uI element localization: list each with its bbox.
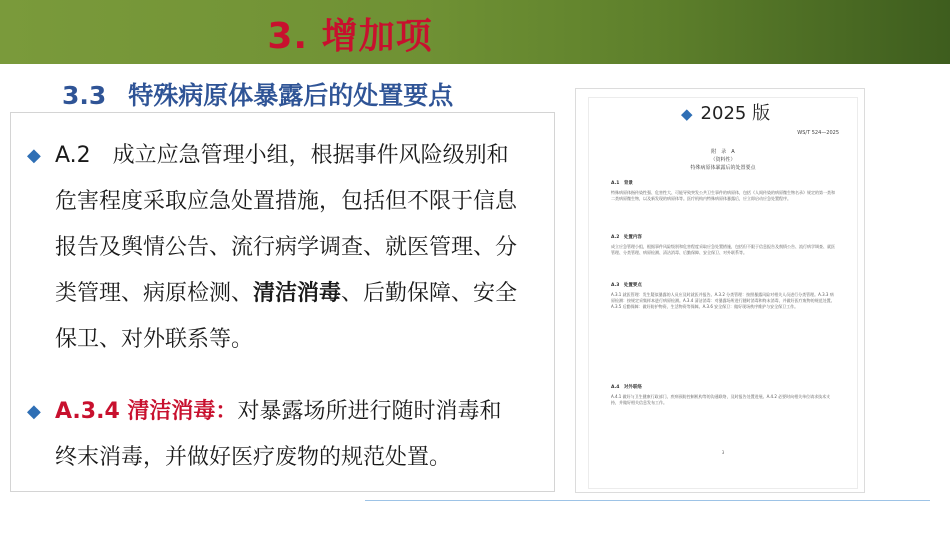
text-line: A.2 成立应急管理小组，根据事件风险级别和: [55, 143, 509, 168]
text-segment: 对暴露场所进行随时消毒和: [237, 399, 502, 424]
appendix-label: 附 录 A: [711, 149, 735, 155]
appendix-title: 特殊病原体暴露后的处置要点: [690, 165, 756, 171]
highlight-cleaning: 清洁消毒: [253, 281, 342, 306]
doc-section-body: 成立应急管理小组，根据事件风险级别和危害程度采取应急处置措施，包括但不限于信息报告及舆情公告、流行病学调查、就医管理、分类管理、病原检测、清洁消毒、后勤保障、安全保卫、对外联系等。: [611, 244, 835, 255]
text-segment: 类管理、病原检测、: [55, 281, 254, 306]
clause-label: A.3.4 清洁消毒：: [55, 399, 238, 424]
doc-section-heading: A.1 背景: [611, 181, 633, 186]
main-text-box: [10, 112, 555, 492]
page-number: 3: [721, 450, 725, 455]
paragraph-a34: [29, 393, 501, 477]
doc-section-heading: A.3 处置要点: [611, 283, 642, 288]
version-text: 2025 版: [700, 103, 771, 124]
text-segment: 、后勤保障、安全: [341, 281, 518, 306]
section-number: 3.3: [62, 81, 107, 110]
text-line: [29, 275, 517, 313]
divider-line: [365, 500, 930, 501]
standard-code: WS/T 524—2025: [797, 130, 839, 136]
text-line: 报告及舆情公告、流行病学调查、就医管理、分: [55, 235, 518, 260]
document-page: [588, 97, 858, 489]
doc-section-heading: A.4 对外联络: [611, 385, 642, 390]
text-line: 危害程度采取应急处置措施，包括但不限于信息: [55, 189, 518, 214]
standard-document-preview: [575, 88, 865, 493]
doc-section-heading: A.2 处置内容: [611, 235, 642, 240]
text-line: [29, 393, 501, 431]
text-line: 保卫、对外联系等。: [55, 327, 254, 352]
version-label: [681, 99, 770, 125]
slide-title: 3. 增加项: [267, 16, 433, 57]
doc-section-body: 特殊病原体指传染性强、危害性大、可能导致突发公共卫生事件的病原体，包括《人间传染的病原微生物名录》规定的第一类和二类病原微生物，以及新发现的病原体等。医疗机构内特殊病原体暴露后，应立即启动应急处置程序。: [611, 190, 835, 201]
section-subtitle: [62, 76, 453, 112]
diamond-bullet-icon: ◆: [27, 401, 41, 422]
paragraph-a2: [29, 137, 517, 359]
appendix-type: （资料性）: [710, 157, 736, 163]
doc-section-body: A.3.1 就医管理：发生疑似暴露的人员应及时就医并报告。A.3.2 分类管理：按照暴露风险对相关人员进行分类管理。A.3.3 病原检测：按规定采集样本进行病原检测。A.3.4 清洁消毒：对暴露场所进行随时消毒和终末消毒，并做好医疗废物的规范处置。A.3.5 后勤保障：做好防护物资、生活物资等保障。A.3.6 安全保卫：做好现场秩序维护与安全保卫工作。: [611, 292, 835, 309]
diamond-bullet-icon: ◆: [681, 105, 693, 123]
doc-section-body: A.4.1 做好与卫生健康行政部门、疾病预防控制机构等的沟通联络，及时报告处置进展。A.4.2 必要时向相关单位请求技术支持，并做好相关信息发布工作。: [611, 394, 831, 405]
section-heading: 特殊病原体暴露后的处置要点: [128, 81, 454, 110]
text-line: 终末消毒，并做好医疗废物的规范处置。: [55, 445, 452, 470]
diamond-bullet-icon: ◆: [27, 145, 41, 166]
